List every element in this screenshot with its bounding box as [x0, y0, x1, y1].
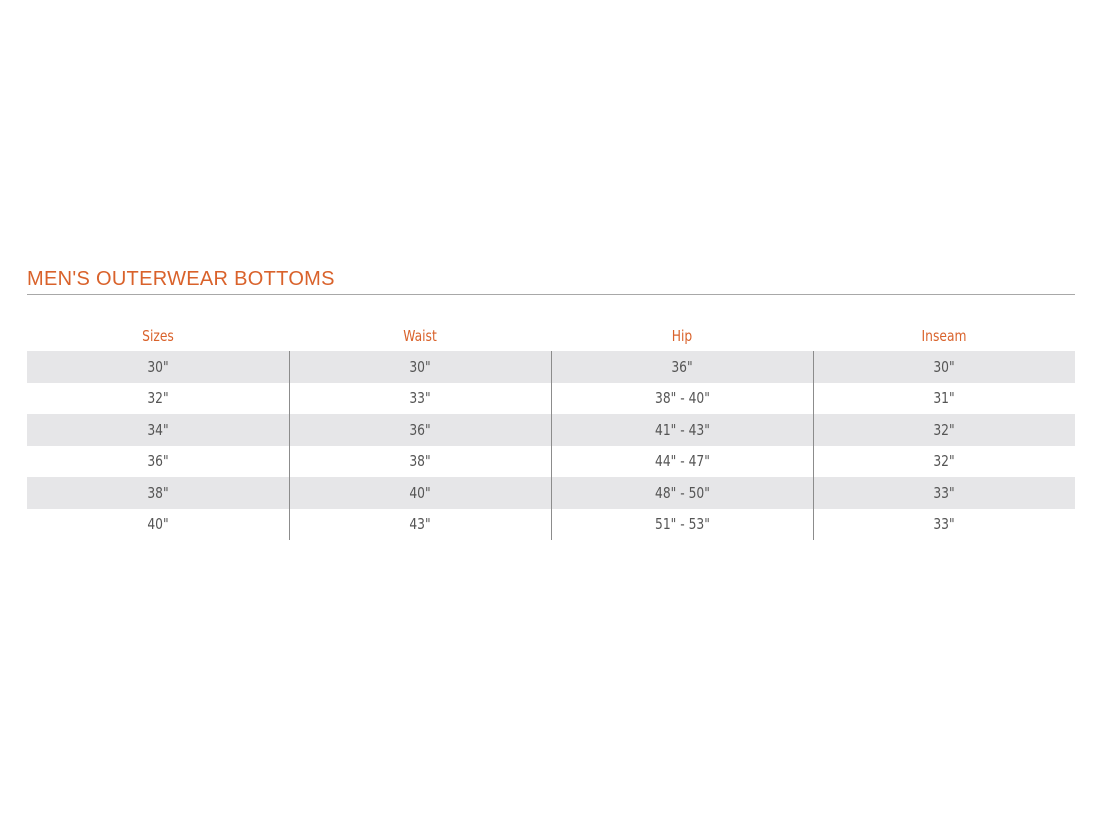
table-row	[27, 383, 1075, 415]
table-row	[27, 414, 1075, 446]
table-row	[27, 351, 1075, 383]
title-divider	[27, 294, 1075, 295]
cell-hip: 38" - 40"	[551, 383, 813, 415]
cell-inseam: 30"	[813, 351, 1075, 383]
table-header-row	[27, 320, 1075, 351]
cell-size: 38"	[27, 477, 289, 509]
cell-waist: 36"	[289, 414, 551, 446]
cell-waist: 43"	[289, 509, 551, 541]
cell-size: 34"	[27, 414, 289, 446]
cell-inseam: 33"	[813, 477, 1075, 509]
cell-hip: 48" - 50"	[551, 477, 813, 509]
cell-hip: 44" - 47"	[551, 446, 813, 478]
cell-inseam: 31"	[813, 383, 1075, 415]
cell-hip: 36"	[551, 351, 813, 383]
column-header-sizes: Sizes	[142, 326, 174, 345]
size-chart-table	[27, 320, 1075, 540]
cell-inseam: 32"	[813, 414, 1075, 446]
cell-size: 32"	[147, 389, 169, 408]
table-row	[27, 477, 1075, 509]
cell-hip: 41" - 43"	[551, 414, 813, 446]
cell-waist: 40"	[289, 477, 551, 509]
column-header-hip: Hip	[671, 326, 693, 345]
cell-size: 30"	[27, 351, 289, 383]
cell-inseam: 32"	[813, 446, 1075, 478]
page-title: MEN'S OUTERWEAR BOTTOMS	[27, 268, 335, 290]
cell-size: 40"	[147, 515, 169, 534]
cell-hip: 51" - 53"	[551, 509, 813, 541]
table-row	[27, 446, 1075, 478]
cell-waist: 33"	[289, 383, 551, 415]
cell-size: 36"	[147, 452, 169, 471]
table-row	[27, 509, 1075, 541]
cell-waist: 38"	[289, 446, 551, 478]
cell-inseam: 33"	[813, 509, 1075, 541]
cell-waist: 30"	[289, 351, 551, 383]
column-header-inseam: Inseam	[921, 326, 967, 345]
column-header-waist: Waist	[403, 326, 437, 345]
